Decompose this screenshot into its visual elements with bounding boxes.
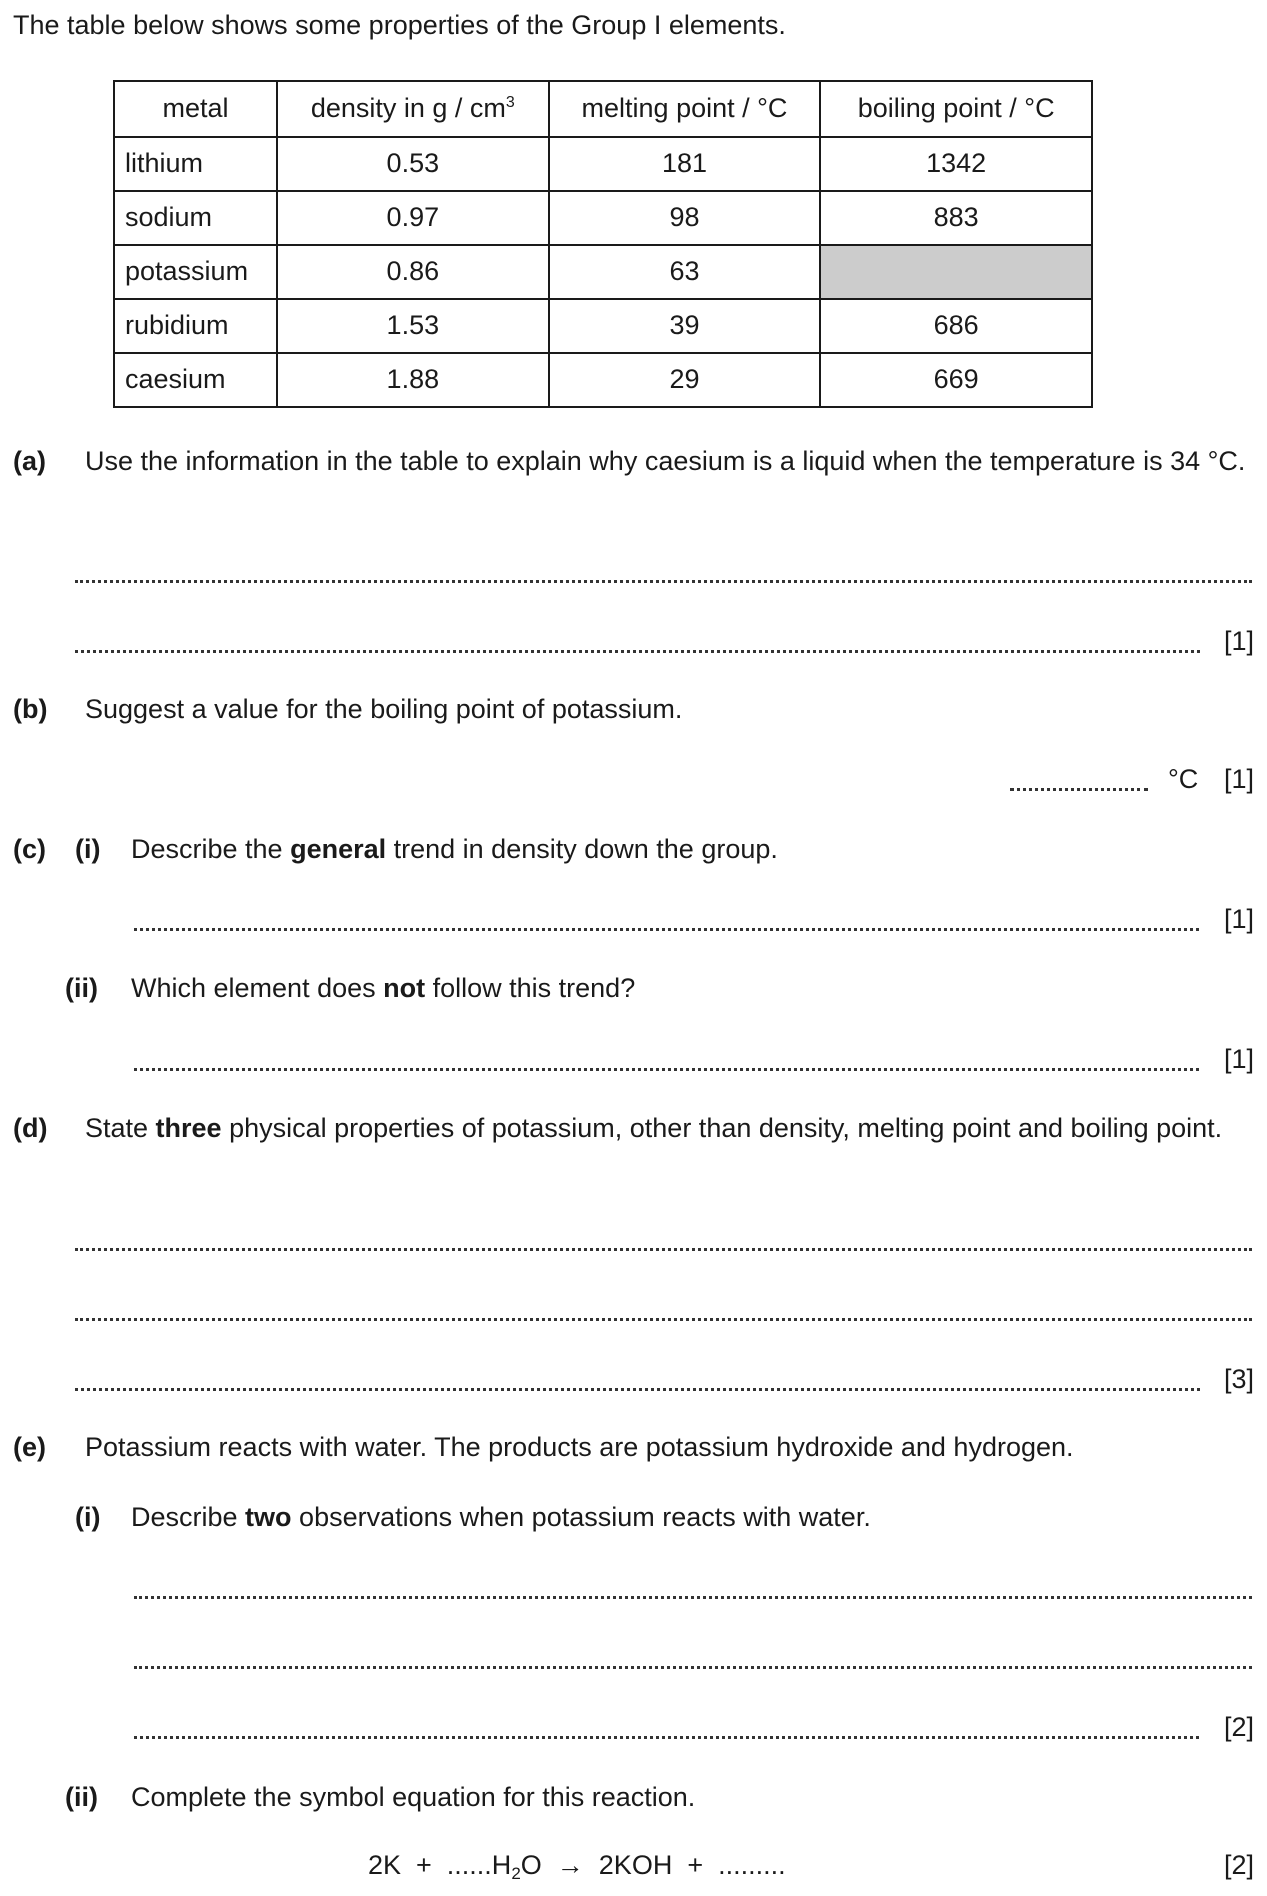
cell-melting: 181 [549,137,821,191]
cell-melting: 98 [549,191,821,245]
symbol-equation[interactable]: $2K + ......H_2O \to 2KOH$ + ......... [368,1850,786,1883]
header-melting-point: melting point / °C [549,81,821,137]
cell-boiling-shaded [820,245,1092,299]
cell-boiling: 669 [820,353,1092,407]
mark-c-ii: [1] [1223,1044,1254,1074]
cell-melting: 63 [549,245,821,299]
cell-density: 1.88 [277,353,549,407]
answer-line-d3[interactable] [75,1368,1200,1391]
cell-metal: rubidium [114,299,277,353]
question-c-i-text: Describe the general trend in density down the group. [131,834,778,864]
header-metal: metal [114,81,277,137]
answer-line-a1[interactable] [75,560,1252,583]
answer-line-c-ii[interactable] [134,1048,1199,1071]
cell-density: 0.86 [277,245,549,299]
question-e-i-text: Describe two observations when potassium reacts with water. [131,1502,871,1532]
mark-e-i: [2] [1223,1712,1254,1742]
question-e-text: Potassium reacts with water. The products are potassium hydroxide and hydrogen. [85,1432,1074,1462]
intro-text: The table below shows some properties of the Group I elements. [13,10,786,40]
answer-line-d2[interactable] [75,1298,1252,1321]
question-a-label: (a) [13,446,46,476]
mark-a: [1] [1223,626,1254,656]
answer-line-b[interactable] [1010,768,1148,791]
mark-b: [1] [1223,764,1254,794]
question-b-text: Suggest a value for the boiling point of potassium. [85,694,683,724]
answer-line-e-i3[interactable] [134,1716,1199,1739]
question-c-label: (c) [13,834,46,864]
table-row [114,191,1092,245]
cell-boiling: 883 [820,191,1092,245]
question-e-label: (e) [13,1432,46,1462]
table-row [114,353,1092,407]
mark-e-ii: [2] [1223,1850,1254,1880]
table-header-row [114,81,1092,137]
question-d [13,1111,1253,1191]
table-row [114,137,1092,191]
answer-line-c-i[interactable] [134,908,1199,931]
table-row [114,245,1092,299]
answer-line-e-i1[interactable] [134,1576,1252,1599]
answer-line-a2[interactable] [75,630,1200,653]
question-a-text: Use the information in the table to explain why caesium is a liquid when the temperature is 34 °C. [85,446,1246,476]
answer-line-e-i2[interactable] [134,1646,1252,1669]
header-density: density in g / $cm^3$ [277,81,549,137]
cell-boiling: 1342 [820,137,1092,191]
cell-metal: lithium [114,137,277,191]
cell-density: 0.53 [277,137,549,191]
cell-melting: 29 [549,353,821,407]
question-a [13,444,1253,524]
question-e-i-label: (i) [75,1502,101,1532]
question-b-label: (b) [13,694,48,724]
cell-metal: caesium [114,353,277,407]
cell-boiling: 686 [820,299,1092,353]
question-d-label: (d) [13,1113,48,1143]
cell-metal: sodium [114,191,277,245]
question-e-ii-text: Complete the symbol equation for this reaction. [131,1782,696,1812]
question-c-ii-label: (ii) [65,973,98,1003]
table-row [114,299,1092,353]
cell-density: 0.97 [277,191,549,245]
cell-density: 1.53 [277,299,549,353]
unit-b: °C [1168,764,1199,794]
mark-d: [3] [1223,1364,1254,1394]
question-c-ii-text: Which element does not follow this trend? [131,973,636,1003]
cell-melting: 39 [549,299,821,353]
header-boiling-point: boiling point / °C [820,81,1092,137]
question-c-i-label: (i) [75,834,101,864]
mark-c-i: [1] [1223,904,1254,934]
properties-table [113,80,1093,408]
question-e-ii-label: (ii) [65,1782,98,1812]
answer-line-d1[interactable] [75,1228,1252,1251]
question-d-text: State three physical properties of potassium, other than density, melting point and boiling point. [85,1113,1223,1143]
cell-metal: potassium [114,245,277,299]
